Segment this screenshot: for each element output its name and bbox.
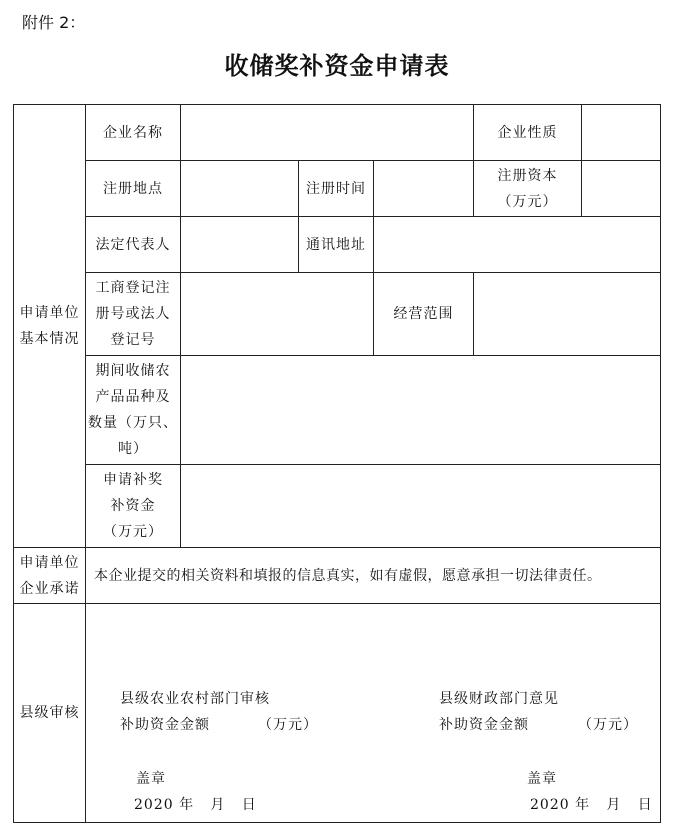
field-storage-products[interactable] xyxy=(181,356,660,464)
label-business-scope: 经营范围 xyxy=(393,306,454,322)
section-applicant-basic: 申请单位 基本情况 xyxy=(19,305,80,347)
label-reg-number: 工商登记注 册号或法人 登记号 xyxy=(95,280,171,348)
field-company-nature[interactable] xyxy=(582,105,660,160)
section-commitment: 申请单位 企业承诺 xyxy=(19,554,80,597)
label-legal-rep: 法定代表人 xyxy=(95,236,171,253)
field-reg-address[interactable] xyxy=(181,161,298,216)
commitment-statement: 本企业提交的相关资料和填报的信息真实，如有虚假，愿意承担一切法律责任。 xyxy=(94,567,602,584)
section-county-review: 县级审核 xyxy=(19,705,80,721)
finance-amount-label: 补助资金金额 xyxy=(439,717,529,733)
label-subsidy-amount: 申请补奖 补资金 （万元） xyxy=(103,472,163,540)
agri-seal-label: 盖章 xyxy=(136,771,166,787)
finance-seal-label: 盖章 xyxy=(527,771,557,787)
field-business-scope[interactable] xyxy=(474,273,660,355)
table-border-bottom xyxy=(13,822,661,823)
agri-dept-label: 县级农业农村部门审核 xyxy=(120,691,270,707)
label-mail-address: 通讯地址 xyxy=(306,236,366,253)
label-reg-capital: 注册资本 （万元） xyxy=(497,167,558,210)
section-divider xyxy=(13,603,661,604)
label-company-nature: 企业性质 xyxy=(497,124,558,141)
field-reg-number[interactable] xyxy=(181,273,373,355)
field-subsidy-amount[interactable] xyxy=(181,465,660,547)
label-storage-products: 期间收储农 产品品种及 数量（万只、 吨） xyxy=(88,363,178,457)
finance-date-line: 2020 年 月 日 xyxy=(530,797,653,813)
field-company-name[interactable] xyxy=(181,105,473,160)
label-reg-time: 注册时间 xyxy=(306,180,366,197)
label-company-name: 企业名称 xyxy=(103,124,163,141)
finance-amount-unit: （万元） xyxy=(578,717,638,733)
field-reg-capital[interactable] xyxy=(582,161,660,216)
field-reg-time[interactable] xyxy=(374,161,473,216)
finance-dept-label: 县级财政部门意见 xyxy=(439,691,559,707)
field-mail-address[interactable] xyxy=(374,217,660,272)
table-border-right xyxy=(660,104,661,823)
agri-amount-unit: （万元） xyxy=(258,717,318,733)
agri-date-line: 2020 年 月 日 xyxy=(134,797,257,813)
agri-amount-label: 补助资金金额 xyxy=(120,717,210,733)
field-legal-rep[interactable] xyxy=(181,217,298,272)
attachment-label: 附件 2： xyxy=(22,13,86,32)
form-title: 收储奖补资金申请表 xyxy=(224,51,450,80)
label-reg-address: 注册地点 xyxy=(103,180,163,197)
